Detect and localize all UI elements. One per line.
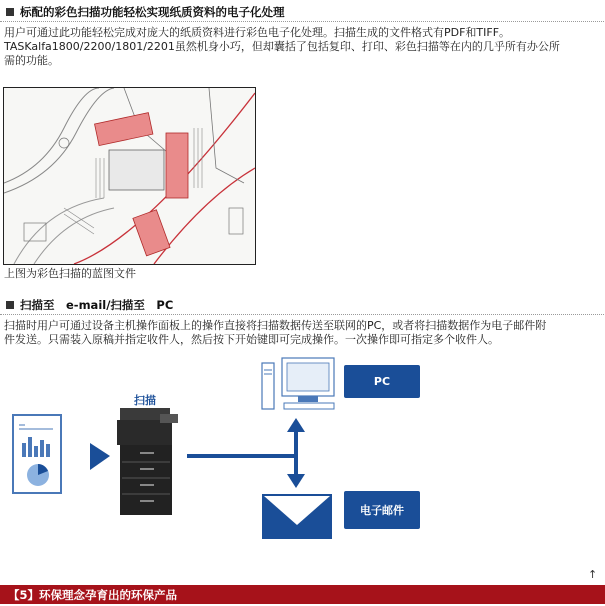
body-line: 件发送。只需装入原稿并指定收件人，然后按下开始键即可完成操作。一次操作即可指定多个收件人。	[4, 333, 499, 346]
arrow-up-icon	[287, 418, 305, 432]
copier-icon	[117, 408, 178, 515]
footer-section-bar	[0, 585, 605, 604]
divider	[0, 314, 604, 315]
section-heading-text: 标配的彩色扫描功能轻松实现纸质资料的电子化处理	[20, 5, 285, 19]
pc-box	[344, 365, 420, 398]
arrow-right-icon	[90, 443, 110, 470]
scan-flow-diagram	[0, 355, 605, 565]
email-label: 电子邮件	[360, 504, 404, 517]
square-bullet-icon	[6, 301, 14, 309]
pc-icon	[262, 358, 334, 409]
pc-label: PC	[373, 375, 391, 388]
square-bullet-icon	[6, 8, 14, 16]
document-icon	[13, 415, 61, 493]
body-line: 需的功能。	[4, 54, 59, 67]
email-box	[344, 491, 420, 529]
scan-label: 扫描	[134, 394, 156, 407]
section-body	[4, 26, 602, 68]
body-line: 扫描时用户可通过设备主机操作面板上的操作直接将扫描数据传送至联网的PC，或者将扫描数据作为电子邮件附	[4, 319, 547, 332]
section-heading-text: 扫描至 e-mail/扫描至 PC	[20, 298, 174, 312]
section-heading-color-scan	[6, 4, 285, 20]
body-line: 用户可通过此功能轻松完成对庞大的纸质资料进行彩色电子化处理。扫描生成的文件格式有PDF和TIFF。	[4, 26, 511, 39]
body-line: TASKalfa1800/2200/1801/2201虽然机身小巧，但却囊括了包括复印、打印、彩色扫描等在内的几乎所有办公所	[4, 40, 560, 53]
back-to-top-link[interactable]: ↑	[588, 568, 598, 581]
divider	[0, 21, 604, 22]
envelope-icon	[262, 494, 332, 539]
arrow-down-icon	[287, 474, 305, 488]
section-heading-scan-to	[6, 297, 173, 313]
blueprint-image	[3, 87, 256, 265]
footer-text: 【5】环保理念孕育出的环保产品	[8, 587, 177, 602]
section-body	[4, 319, 602, 347]
blueprint-caption: 上图为彩色扫描的蓝图文件	[4, 267, 136, 280]
